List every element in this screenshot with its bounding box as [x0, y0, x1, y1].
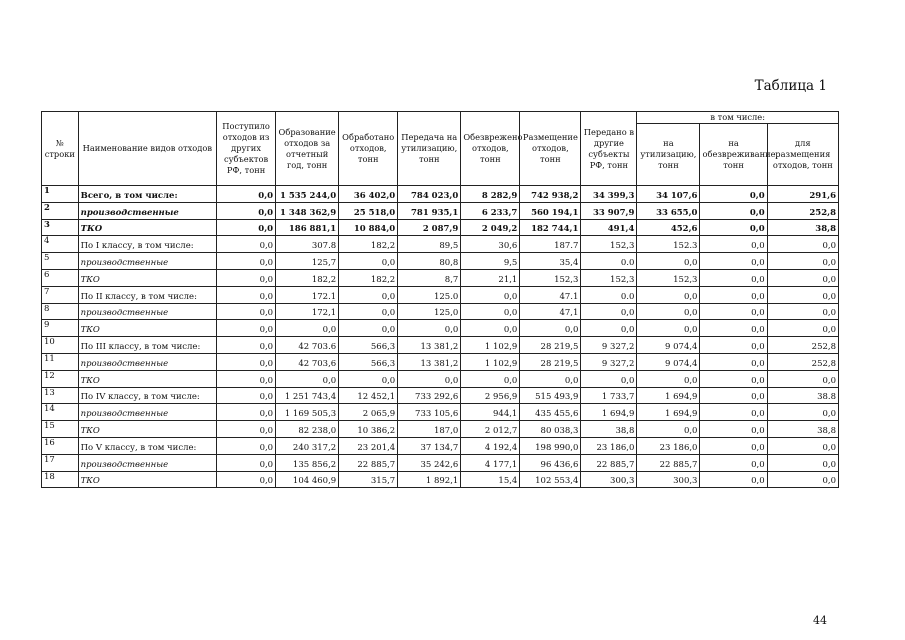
cell-value: 182,2 — [276, 269, 339, 286]
cell-value: 515 493,9 — [520, 387, 581, 404]
cell-value: 172,1 — [276, 303, 339, 320]
cell-value: 0,0 — [217, 253, 276, 270]
cell-value: 491,4 — [581, 219, 637, 236]
cell-value: 2 049,2 — [461, 219, 520, 236]
cell-value: 0,0 — [276, 320, 339, 337]
cell-value: 1 251 743,4 — [276, 387, 339, 404]
header-row-no: № строки — [42, 112, 79, 186]
table-row — [42, 454, 839, 471]
cell-value: 25 518,0 — [339, 202, 398, 219]
cell-value: 38,8 — [767, 219, 838, 236]
header-generated: Образование отходов за отчетный год, тонн — [276, 112, 339, 186]
cell-value: 135 856,2 — [276, 454, 339, 471]
cell-value: 152,3 — [520, 269, 581, 286]
cell-value: 252,8 — [767, 353, 838, 370]
row-name: производственные — [78, 454, 216, 471]
table-row — [42, 236, 839, 253]
cell-value: 0,0 — [767, 437, 838, 454]
cell-value: 125.0 — [398, 286, 461, 303]
row-number: 11 — [42, 353, 79, 370]
cell-value: 1 694,9 — [581, 404, 637, 421]
cell-value: 0,0 — [700, 437, 767, 454]
table-row — [42, 269, 839, 286]
row-name: ТКО — [78, 370, 216, 387]
row-name: ТКО — [78, 269, 216, 286]
cell-value: 125,0 — [398, 303, 461, 320]
waste-table — [41, 111, 839, 488]
cell-value: 2 012,7 — [461, 421, 520, 438]
cell-value: 0,0 — [217, 421, 276, 438]
cell-value: 0,0 — [767, 269, 838, 286]
row-name: Всего, в том числе: — [78, 186, 216, 203]
cell-value: 0,0 — [700, 269, 767, 286]
cell-value: 47.1 — [520, 286, 581, 303]
cell-value: 42 703,6 — [276, 353, 339, 370]
cell-value: 0,0 — [339, 303, 398, 320]
cell-value: 38,8 — [581, 421, 637, 438]
cell-value: 452,6 — [637, 219, 700, 236]
cell-value: 37 134,7 — [398, 437, 461, 454]
cell-value: 0,0 — [217, 471, 276, 488]
row-number: 2 — [42, 202, 79, 219]
row-number: 12 — [42, 370, 79, 387]
cell-value: 152,3 — [581, 269, 637, 286]
table-row — [42, 303, 839, 320]
table-row — [42, 253, 839, 270]
header-including: в том числе: — [637, 112, 839, 124]
cell-value: 12 452,1 — [339, 387, 398, 404]
cell-value: 315,7 — [339, 471, 398, 488]
cell-value: 152,3 — [581, 236, 637, 253]
cell-value: 104 460,9 — [276, 471, 339, 488]
cell-value: 9 074,4 — [637, 353, 700, 370]
row-name: производственные — [78, 303, 216, 320]
cell-value: 186 881,1 — [276, 219, 339, 236]
cell-value: 0,0 — [217, 353, 276, 370]
cell-value: 187.7 — [520, 236, 581, 253]
cell-value: 0,0 — [767, 236, 838, 253]
cell-value: 0,0 — [398, 320, 461, 337]
cell-value: 0,0 — [520, 320, 581, 337]
row-number: 18 — [42, 471, 79, 488]
cell-value: 96 436,6 — [520, 454, 581, 471]
cell-value: 781 935,1 — [398, 202, 461, 219]
table-row — [42, 353, 839, 370]
cell-value: 944,1 — [461, 404, 520, 421]
table-row — [42, 471, 839, 488]
cell-value: 0,0 — [700, 236, 767, 253]
table-row — [42, 320, 839, 337]
cell-value: 42 703.6 — [276, 337, 339, 354]
cell-value: 9 327,2 — [581, 353, 637, 370]
cell-value: 33 655,0 — [637, 202, 700, 219]
row-number: 6 — [42, 269, 79, 286]
cell-value: 0,0 — [637, 370, 700, 387]
cell-value: 22 885,7 — [637, 454, 700, 471]
cell-value: 0,0 — [637, 320, 700, 337]
cell-value: 0,0 — [700, 471, 767, 488]
cell-value: 1 535 244,0 — [276, 186, 339, 203]
cell-value: 10 386,2 — [339, 421, 398, 438]
cell-value: 35 242,6 — [398, 454, 461, 471]
cell-value: 435 455,6 — [520, 404, 581, 421]
cell-value: 8,7 — [398, 269, 461, 286]
cell-value: 0,0 — [398, 370, 461, 387]
cell-value: 0,0 — [637, 286, 700, 303]
cell-value: 0,0 — [217, 303, 276, 320]
row-name: ТКО — [78, 320, 216, 337]
cell-value: 0,0 — [700, 303, 767, 320]
table-row — [42, 370, 839, 387]
table-row — [42, 337, 839, 354]
cell-value: 0,0 — [217, 370, 276, 387]
row-number: 16 — [42, 437, 79, 454]
row-name: производственные — [78, 253, 216, 270]
cell-value: 1 169 505,3 — [276, 404, 339, 421]
row-name: производственные — [78, 353, 216, 370]
cell-value: 82 238,0 — [276, 421, 339, 438]
header-received: Поступило отходов из других субъектов РФ, тонн — [217, 112, 276, 186]
table-row — [42, 387, 839, 404]
row-number: 1 — [42, 186, 79, 203]
cell-value: 38.8 — [767, 387, 838, 404]
cell-value: 0,0 — [217, 269, 276, 286]
page-number: 44 — [813, 614, 827, 627]
cell-value: 0,0 — [217, 236, 276, 253]
cell-value: 0,0 — [581, 320, 637, 337]
cell-value: 742 938,2 — [520, 186, 581, 203]
row-number: 14 — [42, 404, 79, 421]
row-number: 15 — [42, 421, 79, 438]
table-row — [42, 421, 839, 438]
table-body — [42, 186, 839, 488]
cell-value: 10 884,0 — [339, 219, 398, 236]
cell-value: 13 381,2 — [398, 353, 461, 370]
cell-value: 0,0 — [217, 337, 276, 354]
row-number: 10 — [42, 337, 79, 354]
cell-value: 0,0 — [276, 370, 339, 387]
cell-value: 1 348 362,9 — [276, 202, 339, 219]
cell-value: 0.0 — [581, 286, 637, 303]
cell-value: 0,0 — [767, 320, 838, 337]
cell-value: 47,1 — [520, 303, 581, 320]
cell-value: 28 219,5 — [520, 353, 581, 370]
row-number: 5 — [42, 253, 79, 270]
cell-value: 0,0 — [700, 353, 767, 370]
cell-value: 80,8 — [398, 253, 461, 270]
row-number: 17 — [42, 454, 79, 471]
cell-value: 0,0 — [700, 337, 767, 354]
cell-value: 0.0 — [581, 253, 637, 270]
table-row — [42, 219, 839, 236]
cell-value: 566,3 — [339, 353, 398, 370]
cell-value: 560 194,1 — [520, 202, 581, 219]
cell-value: 4 192,4 — [461, 437, 520, 454]
cell-value: 0,0 — [339, 253, 398, 270]
cell-value: 0,0 — [637, 303, 700, 320]
table-row — [42, 186, 839, 203]
cell-value: 182,2 — [339, 236, 398, 253]
cell-value: 0,0 — [339, 370, 398, 387]
row-name: производственные — [78, 202, 216, 219]
cell-value: 0,0 — [217, 387, 276, 404]
header-transferred-util: Передача на утилизацию, тонн — [398, 112, 461, 186]
cell-value: 0,0 — [461, 320, 520, 337]
cell-value: 198 990,0 — [520, 437, 581, 454]
row-name: ТКО — [78, 421, 216, 438]
cell-value: 8 282,9 — [461, 186, 520, 203]
cell-value: 0,0 — [700, 219, 767, 236]
cell-value: 15,4 — [461, 471, 520, 488]
cell-value: 22 885,7 — [581, 454, 637, 471]
cell-value: 23 186,0 — [637, 437, 700, 454]
cell-value: 0,0 — [217, 286, 276, 303]
cell-value: 9,5 — [461, 253, 520, 270]
cell-value: 566,3 — [339, 337, 398, 354]
cell-value: 252,8 — [767, 337, 838, 354]
cell-value: 9 327,2 — [581, 337, 637, 354]
cell-value: 0,0 — [637, 421, 700, 438]
cell-value: 0,0 — [700, 370, 767, 387]
cell-value: 13 381,2 — [398, 337, 461, 354]
cell-value: 291,6 — [767, 186, 838, 203]
row-number: 7 — [42, 286, 79, 303]
cell-value: 152,3 — [637, 269, 700, 286]
cell-value: 0,0 — [339, 320, 398, 337]
row-name: По IV классу, в том числе: — [78, 387, 216, 404]
cell-value: 0,0 — [700, 404, 767, 421]
cell-value: 9 074,4 — [637, 337, 700, 354]
cell-value: 0,0 — [767, 303, 838, 320]
header-inc-util: на утилизацию, тонн — [637, 124, 700, 186]
cell-value: 1 892,1 — [398, 471, 461, 488]
cell-value: 0,0 — [700, 186, 767, 203]
cell-value: 187,0 — [398, 421, 461, 438]
cell-value: 0,0 — [700, 202, 767, 219]
row-name: По V классу, в том числе: — [78, 437, 216, 454]
table-row — [42, 404, 839, 421]
cell-value: 300,3 — [637, 471, 700, 488]
header-inc-neutral: на обезвреживание, тонн — [700, 124, 767, 186]
cell-value: 23 186,0 — [581, 437, 637, 454]
cell-value: 1 102,9 — [461, 353, 520, 370]
cell-value: 1 694,9 — [637, 404, 700, 421]
cell-value: 30,6 — [461, 236, 520, 253]
cell-value: 152.3 — [637, 236, 700, 253]
cell-value: 36 402,0 — [339, 186, 398, 203]
cell-value: 733 292,6 — [398, 387, 461, 404]
cell-value: 0,0 — [461, 303, 520, 320]
cell-value: 0,0 — [637, 253, 700, 270]
cell-value: 34 107,6 — [637, 186, 700, 203]
cell-value: 33 907,9 — [581, 202, 637, 219]
cell-value: 0,0 — [581, 303, 637, 320]
cell-value: 307.8 — [276, 236, 339, 253]
cell-value: 300,3 — [581, 471, 637, 488]
cell-value: 1 733,7 — [581, 387, 637, 404]
cell-value: 182 744,1 — [520, 219, 581, 236]
cell-value: 2 087,9 — [398, 219, 461, 236]
cell-value: 0,0 — [217, 404, 276, 421]
cell-value: 0,0 — [700, 286, 767, 303]
cell-value: 733 105,6 — [398, 404, 461, 421]
header-placed: Размещение отходов, тонн — [520, 112, 581, 186]
cell-value: 240 317,2 — [276, 437, 339, 454]
cell-value: 0,0 — [217, 437, 276, 454]
cell-value: 0,0 — [217, 219, 276, 236]
cell-value: 21,1 — [461, 269, 520, 286]
cell-value: 182,2 — [339, 269, 398, 286]
cell-value: 0,0 — [767, 471, 838, 488]
cell-value: 0,0 — [767, 370, 838, 387]
row-name: ТКО — [78, 471, 216, 488]
cell-value: 0,0 — [217, 186, 276, 203]
cell-value: 89,5 — [398, 236, 461, 253]
cell-value: 0,0 — [461, 286, 520, 303]
row-name: По III классу, в том числе: — [78, 337, 216, 354]
cell-value: 0,0 — [700, 454, 767, 471]
cell-value: 0,0 — [767, 286, 838, 303]
cell-value: 28 219,5 — [520, 337, 581, 354]
cell-value: 0,0 — [581, 370, 637, 387]
cell-value: 0,0 — [339, 286, 398, 303]
header-neutralized: Обезврежено отходов, тонн — [461, 112, 520, 186]
cell-value: 23 201,4 — [339, 437, 398, 454]
table-caption: Таблица 1 — [754, 78, 827, 94]
row-number: 13 — [42, 387, 79, 404]
cell-value: 0,0 — [767, 253, 838, 270]
header-inc-place: для размещения отходов, тонн — [767, 124, 838, 186]
row-name: производственные — [78, 404, 216, 421]
cell-value: 6 233,7 — [461, 202, 520, 219]
row-number: 9 — [42, 320, 79, 337]
row-number: 8 — [42, 303, 79, 320]
cell-value: 22 885,7 — [339, 454, 398, 471]
cell-value: 2 065,9 — [339, 404, 398, 421]
cell-value: 0,0 — [217, 454, 276, 471]
row-name: ТКО — [78, 219, 216, 236]
cell-value: 102 553,4 — [520, 471, 581, 488]
cell-value: 0,0 — [520, 370, 581, 387]
table-row — [42, 286, 839, 303]
cell-value: 784 023,0 — [398, 186, 461, 203]
cell-value: 252,8 — [767, 202, 838, 219]
cell-value: 0,0 — [700, 253, 767, 270]
cell-value: 80 038,3 — [520, 421, 581, 438]
cell-value: 38,8 — [767, 421, 838, 438]
cell-value: 0,0 — [700, 320, 767, 337]
cell-value: 35,4 — [520, 253, 581, 270]
cell-value: 172.1 — [276, 286, 339, 303]
cell-value: 125,7 — [276, 253, 339, 270]
cell-value: 2 956,9 — [461, 387, 520, 404]
cell-value: 0,0 — [767, 404, 838, 421]
cell-value: 34 399,3 — [581, 186, 637, 203]
row-number: 3 — [42, 219, 79, 236]
table-row — [42, 437, 839, 454]
row-number: 4 — [42, 236, 79, 253]
cell-value: 0,0 — [461, 370, 520, 387]
table-row — [42, 202, 839, 219]
header-transferred-other: Передано в другие субъекты РФ, тонн — [581, 112, 637, 186]
row-name: По II классу, в том числе: — [78, 286, 216, 303]
cell-value: 1 102,9 — [461, 337, 520, 354]
row-name: По I классу, в том числе: — [78, 236, 216, 253]
cell-value: 0,0 — [700, 387, 767, 404]
cell-value: 4 177,1 — [461, 454, 520, 471]
cell-value: 0,0 — [217, 320, 276, 337]
cell-value: 0,0 — [700, 421, 767, 438]
header-processed: Обработано отходов, тонн — [339, 112, 398, 186]
cell-value: 0,0 — [767, 454, 838, 471]
cell-value: 0,0 — [217, 202, 276, 219]
header-name: Наименование видов отходов — [78, 112, 216, 186]
cell-value: 1 694,9 — [637, 387, 700, 404]
